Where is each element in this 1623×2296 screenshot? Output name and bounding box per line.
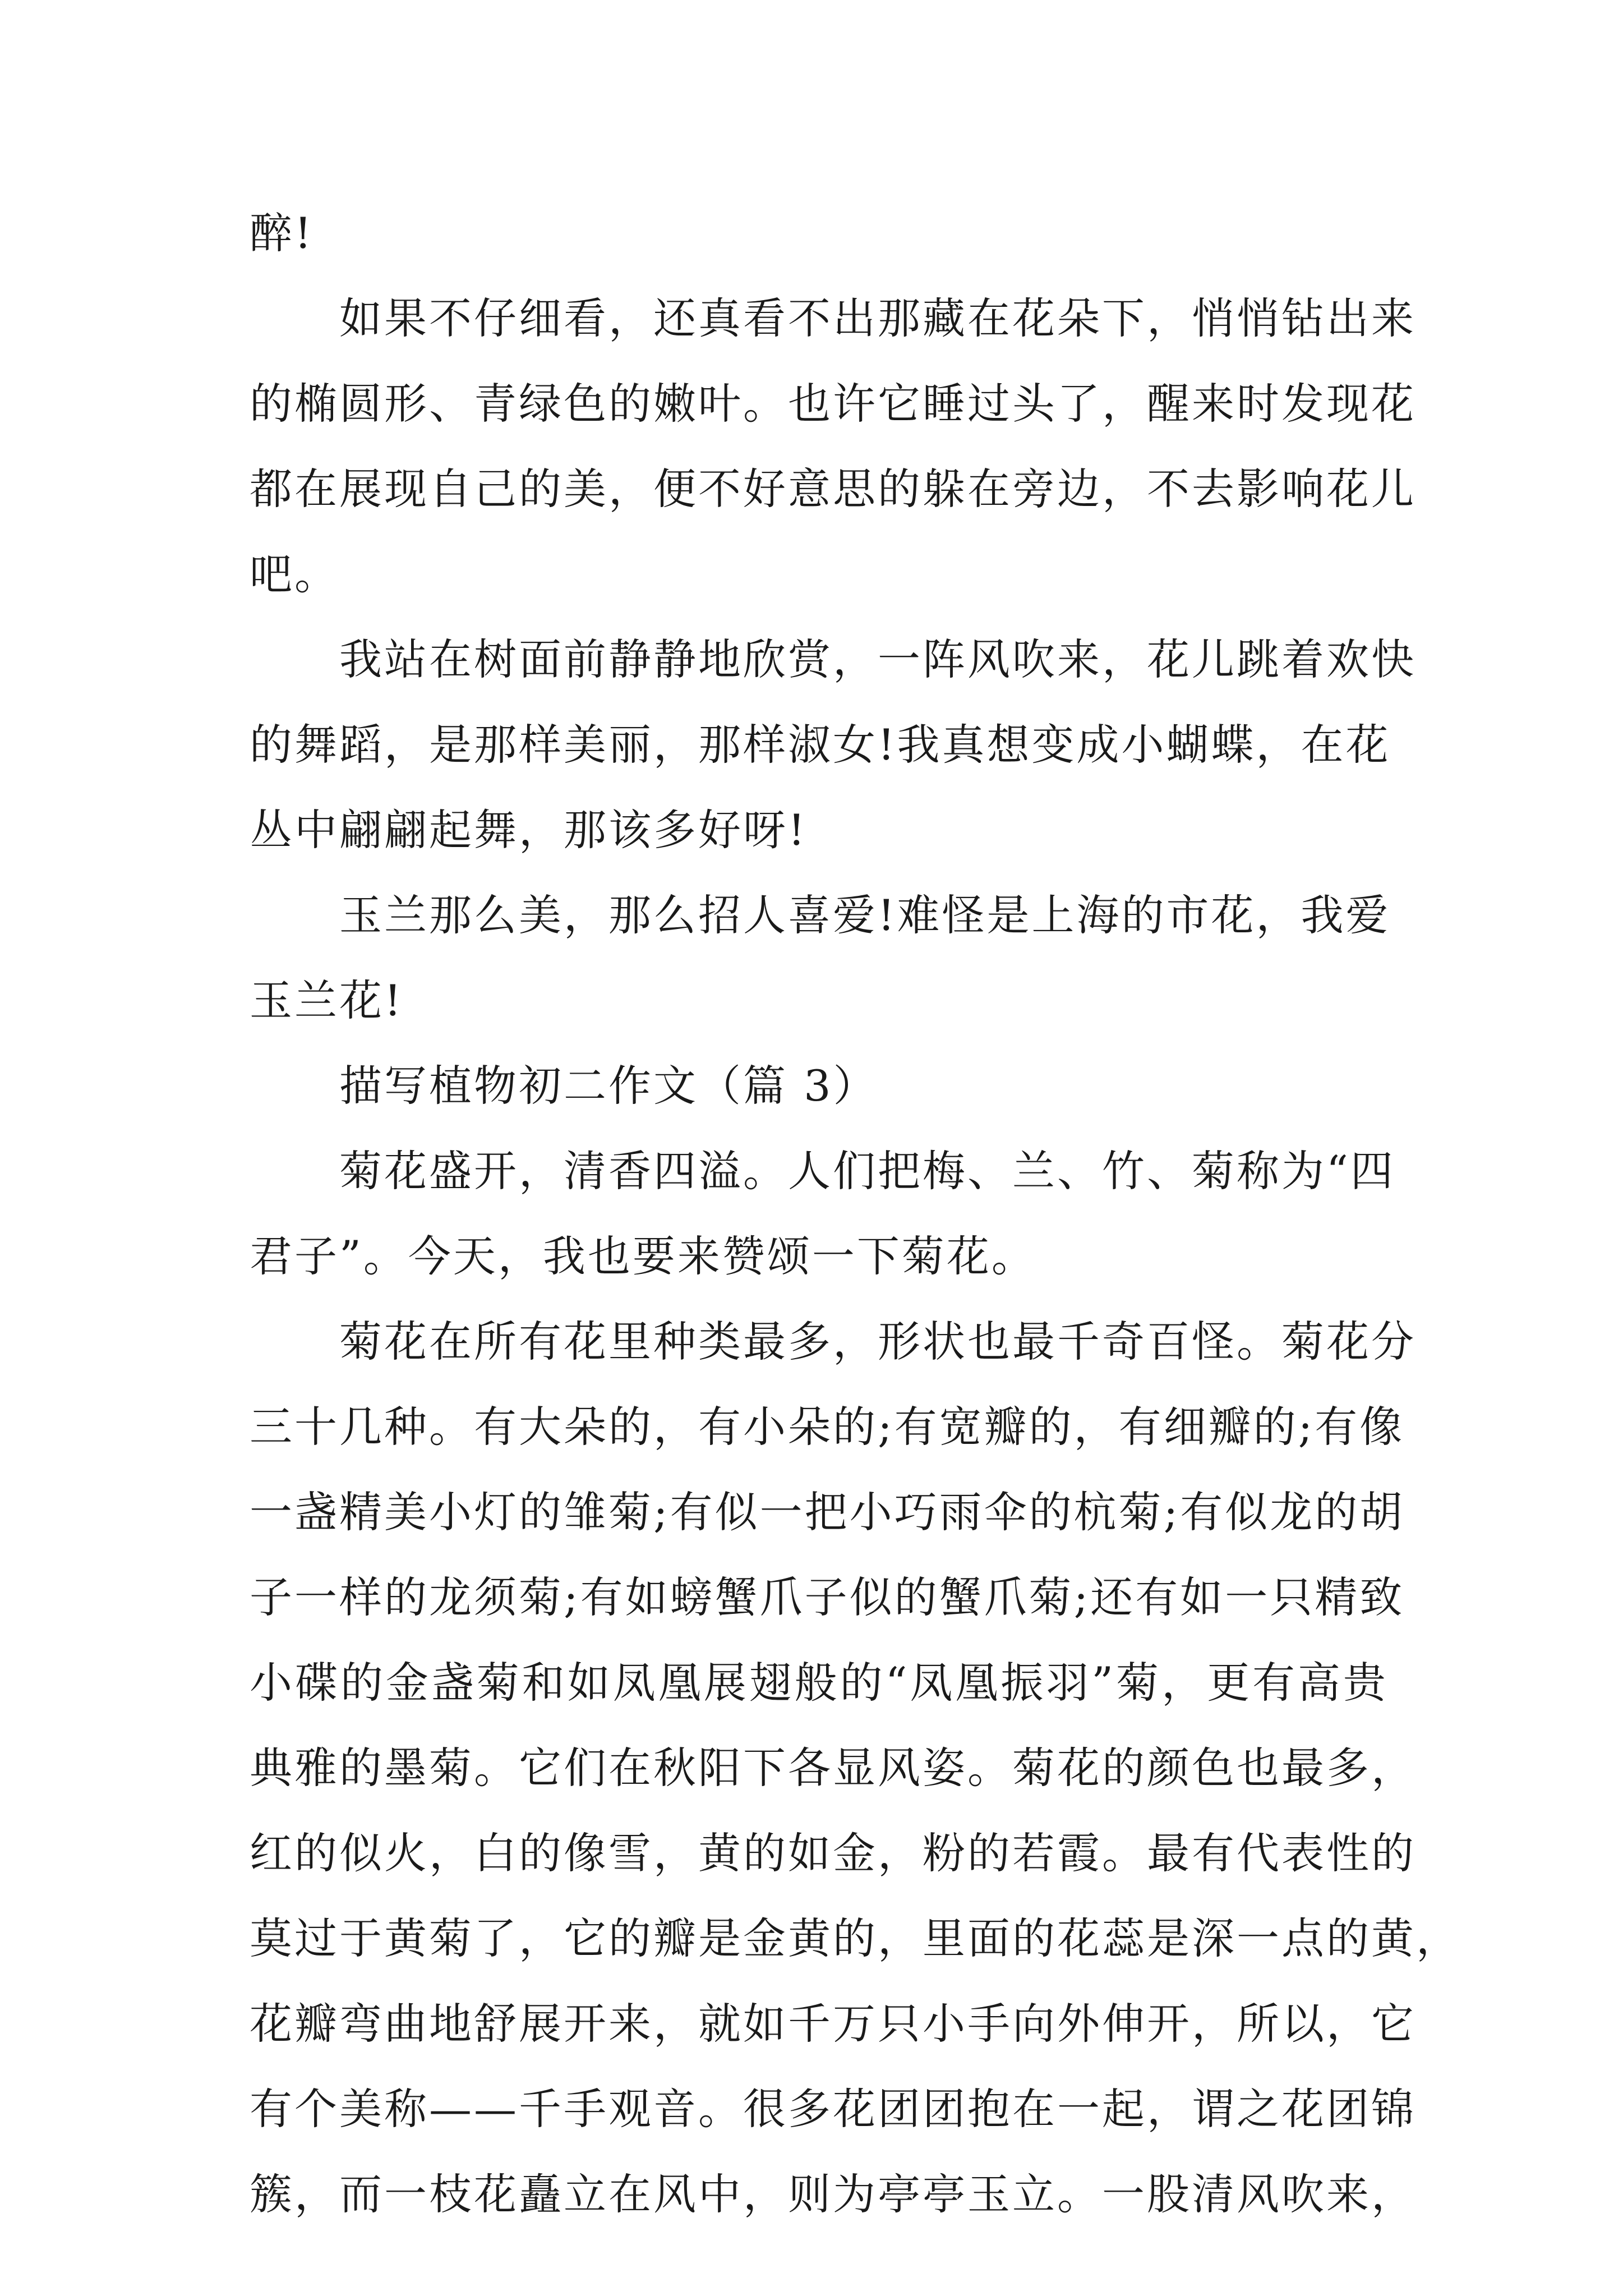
text-line: 都在展现自己的美，便不好意思的躲在旁边，不去影响花儿 bbox=[250, 464, 1416, 514]
text-line: 花瓣弯曲地舒展开来，就如千万只小手向外伸开，所以，它 bbox=[250, 1999, 1416, 2049]
text-line: 典雅的墨菊。它们在秋阳下各显风姿。菊花的颜色也最多， bbox=[250, 1743, 1416, 1793]
text-line: 菊花盛开，清香四溢。人们把梅、兰、竹、菊称为“四 bbox=[339, 1146, 1395, 1196]
text-line: 簇，而一枝花矗立在风中，则为亭亭玉立。一股清风吹来， bbox=[250, 2169, 1416, 2219]
text-line: 吧。 bbox=[250, 549, 339, 599]
text-line: 丛中翩翩起舞，那该多好呀! bbox=[250, 805, 808, 855]
text-line: 醉! bbox=[250, 208, 314, 258]
text-line: 描写植物初二作文（篇 3） bbox=[339, 1061, 878, 1111]
text-line: 小碟的金盏菊和如凤凰展翅般的“凤凰振羽”菊，更有高贵 bbox=[250, 1658, 1388, 1708]
text-line: 子一样的龙须菊;有如螃蟹爪子似的蟹爪菊;还有如一只精致 bbox=[250, 1572, 1405, 1622]
text-line: 如果不仔细看，还真看不出那藏在花朵下，悄悄钻出来 bbox=[339, 293, 1416, 343]
text-line: 君子”。今天，我也要来赞颂一下菊花。 bbox=[250, 1231, 1036, 1281]
essay-text bbox=[250, 191, 1461, 2237]
text-line: 三十几种。有大朵的，有小朵的;有宽瓣的，有细瓣的;有像 bbox=[250, 1402, 1405, 1452]
text-line: 菊花在所有花里种类最多，形状也最千奇百怪。菊花分 bbox=[339, 1317, 1416, 1366]
text-line: 玉兰那么美，那么招人喜爱!难怪是上海的市花，我爱 bbox=[339, 890, 1391, 940]
text-line: 的椭圆形、青绿色的嫩叶。也许它睡过头了，醒来时发现花 bbox=[250, 379, 1416, 429]
text-line: 的舞蹈，是那样美丽，那样淑女!我真想变成小蝴蝶，在花 bbox=[250, 720, 1391, 770]
text-line: 有个美称——千手观音。很多花团团抱在一起，谓之花团锦 bbox=[250, 2084, 1416, 2134]
text-line: 玉兰花! bbox=[250, 976, 404, 1025]
text-line: 莫过于黄菊了，它的瓣是金黄的，里面的花蕊是深一点的黄， bbox=[250, 1913, 1461, 1963]
text-line: 我站在树面前静静地欣赏，一阵风吹来，花儿跳着欢快 bbox=[339, 634, 1416, 684]
text-line: 一盏精美小灯的雏菊;有似一把小巧雨伞的杭菊;有似龙的胡 bbox=[250, 1487, 1405, 1537]
text-line: 红的似火，白的像雪，黄的如金，粉的若霞。最有代表性的 bbox=[250, 1828, 1416, 1878]
